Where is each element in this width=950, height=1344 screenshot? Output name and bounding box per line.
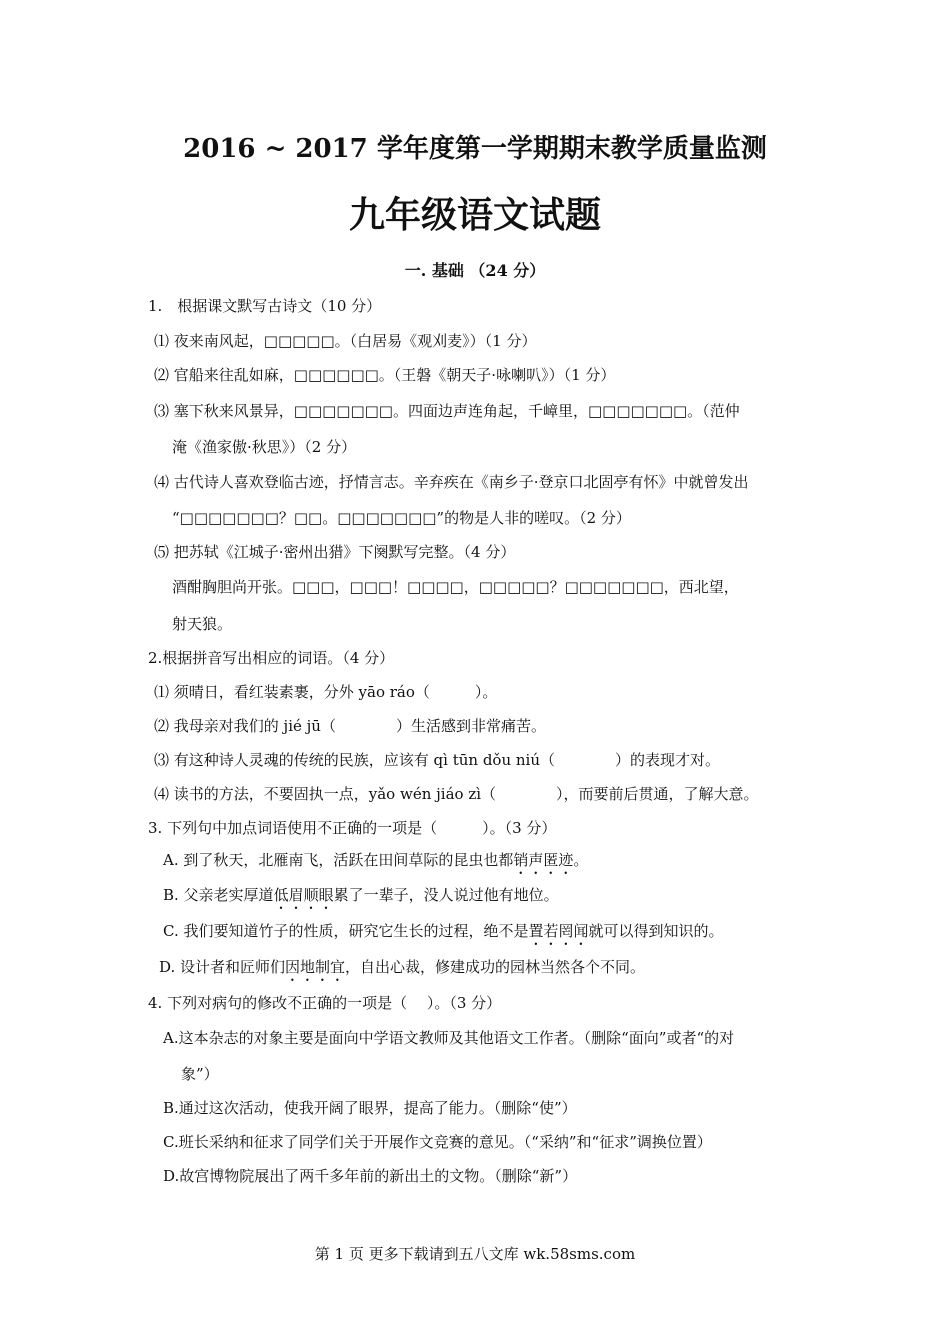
question-1-item: ⑶ 塞下秋来风景异，□□□□□□□。四面边声连角起，千嶂里，□□□□□□□。（范仲 <box>154 402 740 420</box>
question-1-item: ⑷ 古代诗人喜欢登临古迹，抒情言志。辛弃疾在《南乡子·登京口北固亭有怀》中就曾发出 <box>154 473 749 491</box>
question-2-stem: 2.根据拼音写出相应的词语。（4 分） <box>148 649 395 667</box>
question-2-item: ⑵ 我母亲对我们的 jié jū（ ）生活感到非常痛苦。 <box>154 717 546 735</box>
exam-subtitle: 九年级语文试题 <box>348 194 601 236</box>
question-4-option-cont: 象”） <box>181 1065 219 1083</box>
page-footer: 第 1 页 更多下载请到五八文库 wk.58sms.com <box>314 1245 636 1263</box>
question-3-option-a: A. 到了秋天，北雁南飞，活跃在田间草际的昆虫也都销声匿迹。 <box>163 851 589 869</box>
question-4-option: B.通过这次活动，使我开阔了眼界，提高了能力。（删除“使”） <box>163 1099 577 1117</box>
dotted-phrase: 置若罔闻 <box>528 922 589 940</box>
exam-title: 2016 ~ 2017 学年度第一学期期末教学质量监测 <box>183 134 767 164</box>
dotted-phrase: 因地制宜 <box>285 958 346 976</box>
question-1-stem: 1. 根据课文默写古诗文（10 分） <box>148 297 382 315</box>
dotted-phrase: 低眉顺眼 <box>273 886 334 904</box>
question-3-stem: 3. 下列句中加点词语使用不正确的一项是（ ）。（3 分） <box>148 819 557 837</box>
question-4-option: C.班长采纳和征求了同学们关于开展作文竞赛的意见。（“采纳”和“征求”调换位置） <box>163 1133 712 1151</box>
question-3-option-d: D. 设计者和匠师们因地制宜，自出心裁，修建成功的园林当然各个不同。 <box>159 958 646 976</box>
question-4-stem: 4. 下列对病句的修改不正确的一项是（ ）。（3 分） <box>148 994 502 1012</box>
question-1-item-cont: “□□□□□□□？□□。□□□□□□□”的物是人非的嗟叹。（2 分） <box>172 509 631 527</box>
dotted-phrase: 销声匿迹 <box>513 851 574 869</box>
question-1-item: ⑴ 夜来南风起，□□□□□。（白居易《观刈麦》）（1 分） <box>154 332 537 350</box>
question-1-item: ⑵ 官船来往乱如麻，□□□□□□。（王磐《朝天子·咏喇叭》）（1 分） <box>154 366 616 384</box>
question-2-item: ⑴ 须晴日，看红装素裹，分外 yāo ráo（ ）。 <box>154 683 498 701</box>
question-3-option-b: B. 父亲老实厚道低眉顺眼累了一辈子，没人说过他有地位。 <box>163 886 559 904</box>
question-4-option: A.这本杂志的对象主要是面向中学语文教师及其他语文工作者。（删除“面向”或者“的对 <box>163 1029 735 1047</box>
question-1-item-cont: 酒酣胸胆尚开张。□□□，□□□！□□□□，□□□□□？□□□□□□□，西北望， <box>172 578 739 596</box>
question-1-item: ⑸ 把苏轼《江城子·密州出猎》下阕默写完整。（4 分） <box>154 543 516 561</box>
question-4-option: D.故宫博物院展出了两千多年前的新出土的文物。（删除“新”） <box>163 1167 578 1185</box>
question-1-item-cont: 淹《渔家傲·秋思》）（2 分） <box>172 438 357 456</box>
question-3-option-c: C. 我们要知道竹子的性质，研究它生长的过程，绝不是置若罔闻就可以得到知识的。 <box>163 922 724 940</box>
question-2-item: ⑷ 读书的方法，不要固执一点，yǎo wén jiáo zì（ ），而要前后贯通，了解大意。 <box>154 785 759 803</box>
question-1-item-cont: 射天狼。 <box>172 615 233 633</box>
question-2-item: ⑶ 有这种诗人灵魂的传统的民族，应该有 qì tūn dǒu niú（ ）的表现才对。 <box>154 751 721 769</box>
section-heading: 一. 基础 （24 分） <box>404 261 546 280</box>
